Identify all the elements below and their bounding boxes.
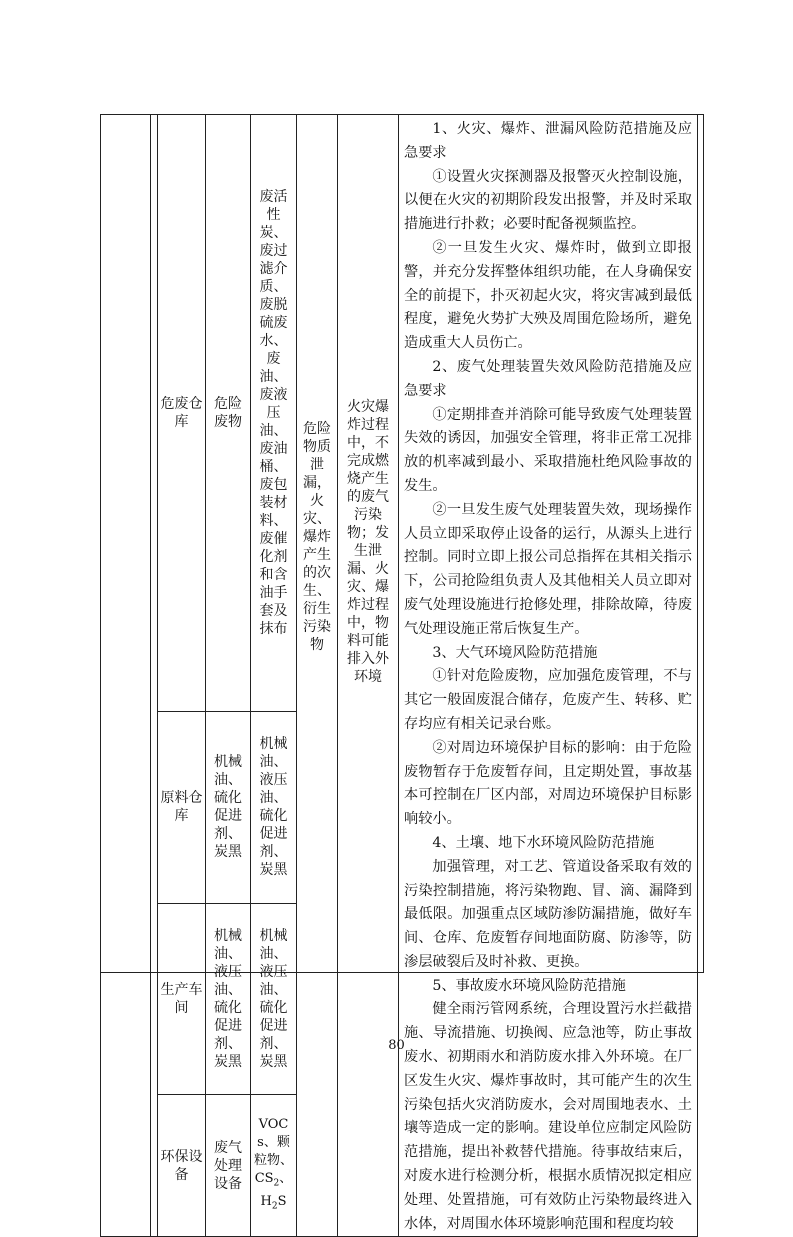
measure-paragraph: ②一旦发生火灾、爆炸时，做到立即报警，并充分发挥整体组织功能，在人身确保安全的前提下，扑灭初起火灾，将灾害减到最低程度，避免火势扩大殃及周围危险场所，避免造成重大人员伤亡。: [404, 239, 692, 352]
subscript: 2: [271, 1201, 278, 1212]
measure-heading: 4、土壤、地下水环境风险防范措施: [432, 834, 655, 851]
empty-cell: [151, 115, 158, 1237]
risk-type-cell: 危险物质泄漏，火灾、爆炸产生的次生、衍生污染物: [297, 115, 338, 1237]
location-cell: 危废仓库: [158, 115, 206, 712]
location-cell: 原料仓库: [158, 711, 206, 903]
measure-paragraph: ②对周边环境保护目标的影响：由于危险废物暂存于危废暂存间，且定期处置，事故基本可控制在厂区内部，对周边环境保护目标影响较小。: [404, 739, 692, 828]
page-number: 80: [388, 1038, 405, 1053]
pathway-cell: 火灾爆炸过程中，不完成燃烧产生的废气污染物；发生泄漏、火灾、爆炸过程中，物料可能排入外环境: [338, 115, 399, 1237]
type-cell: 机械油、硫化促进剂、炭黑: [206, 711, 251, 903]
type-cell: 废气处理设备: [206, 1095, 251, 1237]
measure-paragraph: 健全雨污管网系统，合理设置污水拦截措施、导流措施、切换阀、应急池等，防止事故废水、初期雨水和消防废水排入外环境。在厂区发生火灾、爆炸事故时，其可能产生的次生污染包括火灾消防废水，会对周围地表水、土壤等造成一定的影响。建设单位应制定风险防范措施，提出补救替代措施。待事故结束后，对废水进行检测分析，根据水质情况拟定相应处理、处置措施，可有效防止污染物最终进入水体，对周围水体环境影响范围和程度均较: [404, 1001, 692, 1232]
substance-cell: [251, 1095, 297, 1237]
type-cell: 机械油、液压油、硫化促进剂、炭黑: [206, 903, 251, 1095]
measure-heading: 2、废气处理装置失效风险防范措施及应急要求: [404, 358, 692, 399]
measures-cell: [399, 115, 698, 1237]
substance-cell: 机械油、液压油、硫化促进剂、炭黑: [251, 903, 297, 1095]
substance-cell: 机械油、液压油、硫化促进剂、炭黑: [251, 711, 297, 903]
substance-text: 、H: [260, 1171, 293, 1209]
empty-cell: [101, 115, 151, 1237]
subscript: 2: [273, 1178, 280, 1189]
measure-paragraph: ②一旦发生废气处理装置失效，现场操作人员立即采取停止设备的运行，从源头上进行控制。同时立即上报公司总指挥在其相关指示下，公司抢险组负责人及其他相关人员立即对废气处理设施进行抢修处理，排除故障，待废气处理设施正常后恢复生产。: [404, 501, 692, 637]
type-cell: 危险废物: [206, 115, 251, 712]
measure-heading: 5、事故废水环境风险防范措施: [432, 977, 626, 994]
substance-text: S: [277, 1193, 287, 1209]
risk-table: [100, 114, 698, 1237]
substance-cell: 废活性炭、废过滤介质、废脱硫废水、废油、废液压油、废油桶、废包装材料、废催化剂和含油手套及抹布: [251, 115, 297, 712]
measure-heading: 3、大气环境风险防范措施: [432, 644, 598, 661]
measure-paragraph: 加强管理，对工艺、管道设备采取有效的污染控制措施，将污染物跑、冒、滴、漏降到最低限。加强重点区域防渗防漏措施，做好车间、仓库、危废暂存间地面防腐、防渗等，防渗层破裂后及时补救、更换。: [404, 858, 692, 970]
measure-heading: 1、火灾、爆炸、泄漏风险防范措施及应急要求: [404, 121, 692, 161]
table-right-border: [697, 114, 704, 973]
location-cell: 生产车间: [158, 903, 206, 1095]
location-cell: 环保设备: [158, 1095, 206, 1237]
substance-text: VOCs、颗粒物、CS: [253, 1117, 293, 1187]
measure-paragraph: ①针对危险废物，应加强危废管理，不与其它一般固废混合储存，危废产生、转移、贮存均应有相关记录台账。: [404, 668, 692, 732]
measure-paragraph: ①设置火灾探测器及报警灭火控制设施，以便在火灾的初期阶段发出报警，并及时采取措施进行扑救；必要时配备视频监控。: [404, 168, 692, 233]
measure-paragraph: ①定期排查并消除可能导致废气处理装置失效的诱因，加强安全管理，将非正常工况排放的机率减到最小、采取措施杜绝风险事故的发生。: [404, 406, 692, 494]
table-row: [101, 115, 698, 712]
